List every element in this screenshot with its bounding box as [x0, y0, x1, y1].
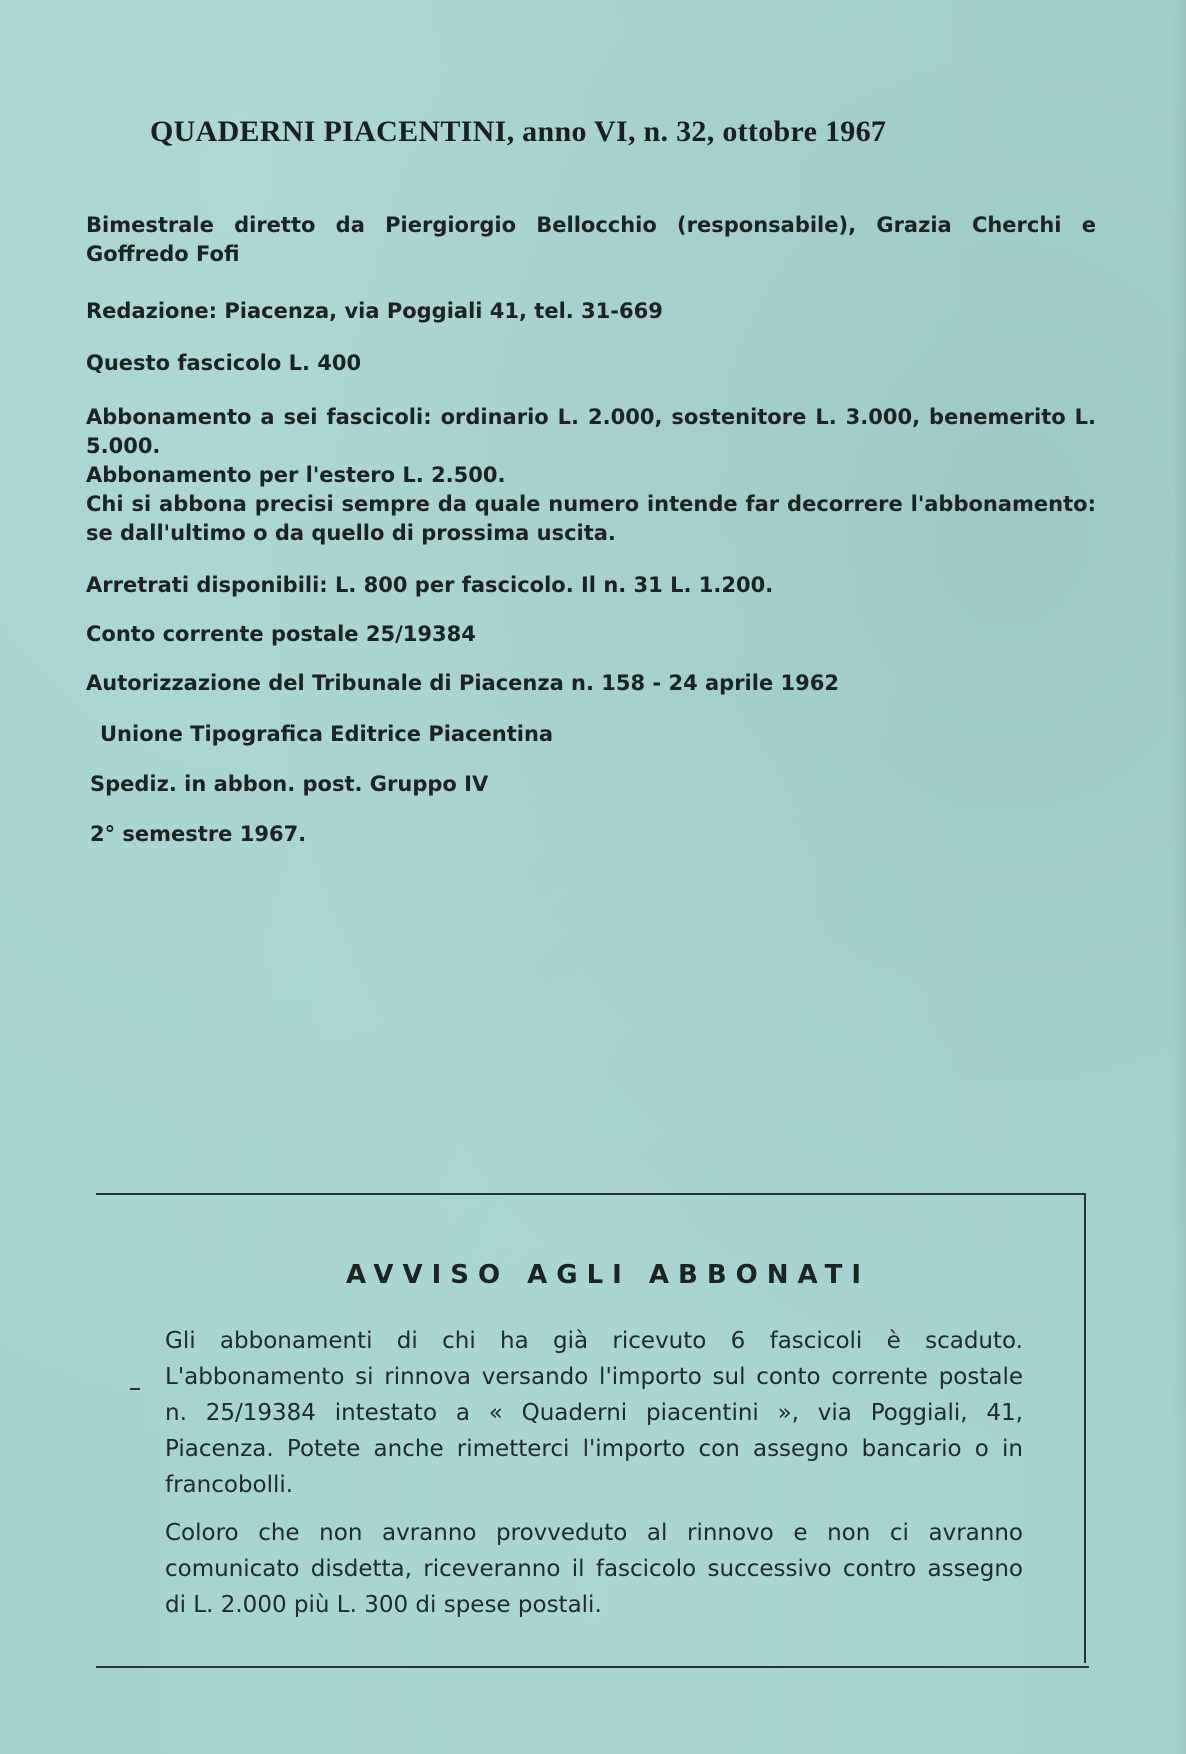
- page-edge-shadow: [1172, 0, 1186, 1754]
- notice-title: AVVISO AGLI ABBONATI: [345, 1260, 871, 1290]
- direction-credit: Bimestrale diretto da Piergiorgio Bellocchio (responsabile), Grazia Cherchi e Goffredo Fofi: [86, 213, 1096, 266]
- editorial-office: Redazione: Piacenza, via Poggiali 41, tel. 31-669: [86, 299, 663, 323]
- notice-bottom-rule: [96, 1666, 1089, 1668]
- notice-paragraph-renewal: Gli abbonamenti di chi ha già ricevuto 6 fascicoli è scaduto. L'abbonamento si rinnova versando l'importo sul conto corrente postale n. 25/19384 intestato a « Quaderni piacentini », via Poggiali, 41, Piacenza. Potete anche rimetterci l'importo con assegno bancario o in francobolli.: [165, 1328, 1023, 1498]
- semester-note: 2° semestre 1967.: [90, 822, 307, 846]
- subscription-foreign: Abbonamento per l'estero L. 2.500.: [86, 463, 506, 487]
- subscription-rates: Abbonamento a sei fascicoli: ordinario L. 2.000, sostenitore L. 3.000, benemerito L. 5.000.: [86, 405, 1096, 458]
- issue-price: Questo fascicolo L. 400: [86, 351, 362, 375]
- subscription-note: Chi si abbona precisi sempre da quale numero intende far decorrere l'abbonamento: se dall'ultimo o da quello di prossima uscita.: [86, 492, 1096, 545]
- printer-name: Unione Tipografica Editrice Piacentina: [100, 722, 554, 746]
- postal-shipping: Spediz. in abbon. post. Gruppo IV: [90, 772, 489, 796]
- stray-print-mark: [130, 1388, 140, 1390]
- back-issues: Arretrati disponibili: L. 800 per fascicolo. Il n. 31 L. 1.200.: [86, 573, 774, 597]
- masthead-title: QUADERNI PIACENTINI, anno VI, n. 32, ottobre 1967: [150, 115, 887, 148]
- notice-paragraph-cod: Coloro che non avranno provveduto al rinnovo e non ci avranno comunicato disdetta, riceveranno il fascicolo successivo contro assegno di L. 2.000 più L. 300 di spese postali.: [165, 1520, 1023, 1618]
- postal-account: Conto corrente postale 25/19384: [86, 622, 476, 646]
- court-authorization: Autorizzazione del Tribunale di Piacenza n. 158 - 24 aprile 1962: [86, 671, 839, 695]
